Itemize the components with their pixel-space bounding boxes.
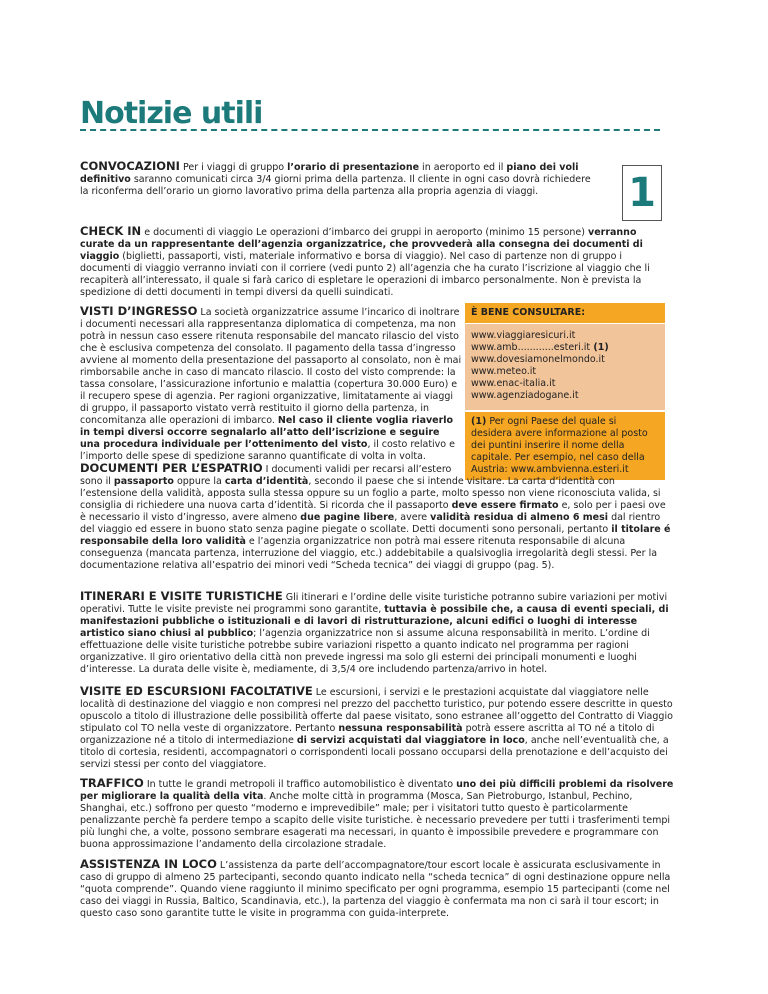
section-itinerari: ITINERARI E VISITE TURISTICHE Gli itinerari e l’ordine delle visite turistiche potranno subire variazioni per motivi operativi. Tutte le visite previste nei programmi sono garantite, tuttavia è possibile che, a causa di eventi speciali, di manifestazioni pubbliche o istituzionali e di lavori di ristrutturazione, alcuni edifici o luoghi di interesse artistico siano chiusi al pubblico; l’agenzia organizzatrice non si assume alcuna responsabilità in merito. L’ordine di effettuazione delle visite turistiche potrebbe subire variazioni rispetto a quanto indicato nel programma per ragioni organizzative. Il giro orientativo della città non prevede ingressi ma solo gli esterni dei principali monumenti e luoghi d’interesse. La durata delle visite è, mediamente, di 3,5/4 ore includendo partenza/arrivo in hotel. bbox=[80, 589, 669, 675]
consultare-heading: È BENE CONSULTARE: bbox=[465, 303, 665, 323]
section-documenti-first-line bbox=[80, 462, 462, 476]
consultare-link[interactable]: www.dovesiamonelmondo.it bbox=[471, 354, 605, 365]
section-documenti: sono il passaporto oppure la carta d’identità, secondo il paese che si intende visitare. La carta d’identità con l’estensione della validità, apposta sulla stessa oppure su un foglio a parte, molto spesso non viene riconosciuta valida, si consiglia di richiedere una nuova carta d’identità. Si ricorda che il passaporto deve essere firmato e, solo per i paesi ove è necessario il visto d’ingresso, avere almeno due pagine libere, avere validità residua di almeno 6 mesi dal rientro del viaggio ed essere in buono stato senza pagine piegate o scollate. Detti documenti sono personali, pertanto il titolare é responsabile della loro validità e l’agenzia organizzatrice non potrà mai essere ritenuta responsabile di alcuna conseguenza (mancata partenza, interruzione del viaggio, etc.) addebitabile a qualsivoglia irregolarità degli stessi. Per la documentazione relativa all’espatrio dei minori vedi “Scheda tecnica” dei viaggi di gruppo (pag. 5). bbox=[80, 476, 671, 571]
consultare-box bbox=[465, 303, 665, 480]
section-convocazioni bbox=[80, 160, 602, 198]
page-number-badge: 1 bbox=[622, 165, 662, 221]
consultare-link[interactable]: www.meteo.it bbox=[471, 366, 537, 377]
convocazioni-text: saranno comunicati circa 3/4 giorni prima della partenza. Il cliente in ogni caso dovrà richiedere la riconferma dell’orario un giorno lavorativo prima della partenza alla propria agenzia di viaggi. bbox=[80, 174, 591, 197]
itinerari-heading: ITINERARI E VISITE TURISTICHE bbox=[80, 589, 283, 603]
checkin-bold: verranno curate da un rappresentante dell’agenzia organizzatrice, che provvederà alla consegna dei documenti di viaggio bbox=[80, 227, 643, 262]
convocazioni-text: in aeroporto ed il bbox=[419, 162, 507, 173]
checkin-text: e documenti di viaggio Le operazioni d’imbarco dei gruppi in aeroporto (minimo 15 persone) bbox=[141, 227, 588, 238]
checkin-text: (biglietti, passaporti, visti, materiale informativo e borsa di viaggio). Nel caso di partenze non di gruppo i documenti di viaggio verranno inviati con il corriere (vedi punto 2) all’agenzia che ha curato l’iscrizione al viaggio che li recapiterà all’interessato, il quale si farà carico di espletare le operazioni di imbarco personalmente. Non è prevista la spedizione di detti documenti in tempi diversi da quelli suindicati. bbox=[80, 251, 650, 298]
assistenza-heading: ASSISTENZA IN LOCO bbox=[80, 857, 217, 871]
convocazioni-heading: CONVOCAZIONI bbox=[80, 159, 180, 173]
section-checkin bbox=[80, 225, 674, 299]
convocazioni-bold: l’orario di presentazione bbox=[287, 162, 420, 173]
convocazioni-bold: piano dei voli definitivo bbox=[80, 162, 579, 185]
visti-text: , il costo relativo e l’importo delle spese di spedizione saranno quantificate di volta in volta. bbox=[80, 439, 455, 462]
consultare-link[interactable]: www.viaggiaresicuri.it bbox=[471, 330, 576, 341]
consultare-link[interactable]: www.enac-italia.it bbox=[471, 378, 556, 389]
section-traffico: TRAFFICO In tutte le grandi metropoli il traffico automobilistico è diventato uno dei più difficili problemi da risolvere per migliorare la qualità della vita. Anche molte città in programma (Mosca, San Pietroburgo, Istanbul, Pechino, Shanghai, etc.) soffrono per questo “moderno e imprevedibile” male; per i visitatori tutto questo è particolarmente penalizzante perchè fa perdere tempo a scapito delle visite turistiche. è necessario prevedere per tutti i trasferimenti tempi più lunghi che, a volte, possono sembrare esagerati ma necessari, in quanto è impossibile prevedere e programmare con buona approssimazione l’andamento della circolazione stradale. bbox=[80, 776, 674, 850]
page-title: Notizie utili bbox=[80, 96, 263, 131]
consultare-links bbox=[465, 324, 665, 410]
title-divider bbox=[80, 129, 660, 131]
documenti-heading: DOCUMENTI PER L’ESPATRIO bbox=[80, 461, 263, 475]
visti-heading: VISTI D’INGRESSO bbox=[80, 304, 198, 318]
consultare-link[interactable]: www.agenziadogane.it bbox=[471, 390, 579, 401]
section-assistenza: ASSISTENZA IN LOCO L’assistenza da parte dell’accompagnatore/tour escort locale è assicurata esclusivamente in caso di gruppo di almeno 25 partecipanti, secondo quanto indicato nella “scheda tecnica” di ogni destinazione oppure nella “quota comprende”. Quando viene raggiunto il minimo specificato per ogni programma, esempio 15 partecipanti (come nel caso dei viaggi in Russia, Baltico, Scandinavia, etc.), la partenza del viaggio è confermata ma non ci sarà il tour escort; in questo caso sono garantite tutte le visite in programma con guida-interprete. bbox=[80, 857, 671, 919]
section-escursioni: VISITE ED ESCURSIONI FACOLTATIVE Le escursioni, i servizi e le prestazioni acquistate dal viaggiatore nelle località di destinazione del viaggio e non compresi nel prezzo del pacchetto turistico, pur potendo essere descritte in questo opuscolo a titolo di illustrazione delle possibilità offerte dal paese visitato, sono estranee all’oggetto del Contratto di Viaggio stipulato col TO nella veste di organizzatore. Pertanto nessuna responsabilità potrà essere ascritta al TO né a titolo di organizzazione né a titolo di intermediazione di servizi acquistati dal viaggiatore in loco, anche nell’eventualità che, a titolo di cortesia, residenti, accompagnatori o corrispondenti locali possano occuparsi della prenotazione e dell’acquisto dei servizi stessi per conto del viaggiatore. bbox=[80, 684, 673, 770]
checkin-heading: CHECK IN bbox=[80, 224, 142, 238]
escursioni-heading: VISITE ED ESCURSIONI FACOLTATIVE bbox=[80, 684, 313, 698]
visti-bold: Nel caso il cliente voglia riaverlo in tempi diversi occorre segnalarlo all’atto dell’iscrizione e seguire una procedura individuale per l’ottenimento del visto bbox=[80, 415, 454, 450]
consultare-link[interactable]: www.amb............esteri.it (1) bbox=[471, 342, 609, 353]
convocazioni-text: Per i viaggi di gruppo bbox=[179, 162, 288, 173]
documenti-text: I documenti validi per recarsi all’estero bbox=[262, 464, 452, 475]
consultare-footnote: (1) Per ogni Paese del quale si desidera avere informazione al posto dei puntini inserire il nome della capitale. Per esempio, nel caso della Austria: www.ambvienna.esteri.it bbox=[465, 412, 665, 480]
visti-text: La società organizzatrice assume l’incarico di inoltrare i documenti necessari alla rappresentanza diplomatica di competenza, ma non potrà in nessun caso essere ritenuta responsabile del mancato rilascio del visto che è esclusiva competenza del consolato. Il pagamento della tassa d’ingresso avviene al momento della presentazione del passaporto al consolato, non è mai rimborsabile anche in caso di mancato rilascio. Il costo del visto comprende: la tassa consolare, l’assicurazione infortunio e malattia (copertura 30.000 Euro) e il recupero spese di agenzia. Per ragioni organizzative, limitatamente ai viaggi di gruppo, il passaporto vistato verrà restituito il giorno della partenza, in concomitanza alle operazioni di imbarco. bbox=[80, 307, 462, 426]
section-visti bbox=[80, 305, 462, 463]
traffico-heading: TRAFFICO bbox=[80, 776, 144, 790]
